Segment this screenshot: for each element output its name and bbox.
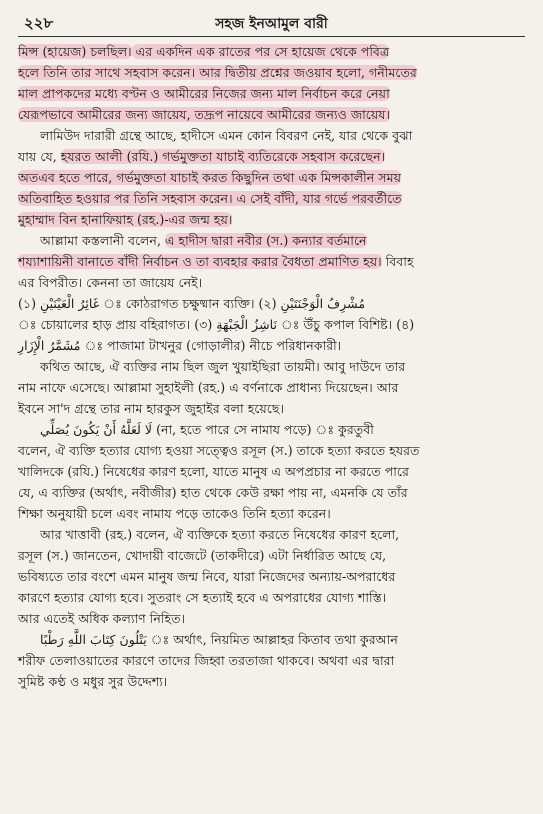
- highlighted-text: এ হাদীস দ্বারা নবীর (স.) কন্যার বর্তমানে: [164, 233, 367, 248]
- text-segment: আর খাত্তাবী (রহ.) বলেন, ঐ ব্যক্তিকে হত্যা করতে নিষেধের কারণ হলো,: [40, 527, 400, 542]
- text-segment: শরীফ তেলাওয়াতের কারণে তাদের জিহ্বা তরতাজা থাকবে। অথবা এর দ্বারা: [18, 653, 395, 668]
- highlighted-text: যেরূপভাবে আমীরের জন্য জায়েয, তদ্রূপ নায়েবে আমীরের জন্যও জায়েয।: [18, 107, 391, 122]
- text-line: [18, 545, 525, 566]
- text-segment: আর এতেই অধিক কল্যাণ নিহিত।: [18, 611, 186, 626]
- text-line: [18, 419, 525, 440]
- text-line: [18, 503, 525, 524]
- text-line: [18, 629, 525, 650]
- text-line: [18, 650, 525, 671]
- text-segment: শিক্ষা অনুযায়ী চলে এবং নামায পড়ে তাকেও তিনি হত্যা করেন।: [18, 506, 331, 521]
- text-segment: যায় যে,: [18, 149, 61, 164]
- text-segment: কারণে হত্যার যোগ্য হবে। সুতরাং সে হত্যাই হবে এ অপরাধের যোগ্য শাস্তি।: [18, 590, 387, 605]
- text-segment: রসূল (স.) জানতেন, খোদায়ী বাজেটে (তাকদীরে) এটা নির্ধারিত আছে যে,: [18, 548, 387, 563]
- text-line: [18, 146, 525, 167]
- highlighted-text: অতিবাহিত হওয়ার পর তিনি সহবাস করেন। এ সেই বাঁদী, যার গর্ভে পরবর্তীতে: [18, 191, 402, 206]
- text-line: [18, 566, 525, 587]
- highlighted-text: হযরত আলী (রযি.) গর্ভমুক্ততা যাচাই ব্যতিরেকে সহবাস করেছেন।: [60, 149, 386, 164]
- text-line: [18, 335, 525, 356]
- text-line: [18, 482, 525, 503]
- text-line: [18, 293, 525, 314]
- text-segment: বলেন, ঐ ব্যক্তি হত্যার যোগ্য হওয়া সত্ত্বেও রসূল (স.) তাকে হত্যা করতে হযরত: [18, 443, 420, 458]
- highlighted-text: অতএব হতে পারে, গর্ভমুক্ততা যাচাই করত কিছুদিন তথা এক মিন্সকালীন সময়: [18, 170, 401, 185]
- text-line: [18, 356, 525, 377]
- text-segment: যে, এ ব্যক্তির (অর্থাৎ, নবীজীর) হাত থেকে কেউ রক্ষা পায় না, এমনকি যে তাঁর: [18, 485, 408, 500]
- body-text: [18, 41, 525, 692]
- text-line: [18, 377, 525, 398]
- text-line: [18, 251, 525, 272]
- text-segment: مُشَمَّرُ الْإِزَارِ ঃ পাজামা টাখনুর (গোড়ালীর) নীচে পরিধানকারী।: [18, 338, 342, 353]
- text-segment: নাম নাফে এসেছে। আল্লামা সুহাইলী (রহ.) এ বর্ণনাকে প্রাধান্য দিয়েছেন। আর: [18, 380, 399, 395]
- text-line: [18, 524, 525, 545]
- highlighted-text: মাল প্রাপকদের মধ্যে বণ্টন ও আমীরের নিজের জন্য মাল নির্বাচন করে নেয়া: [18, 86, 390, 101]
- text-line: [18, 83, 525, 104]
- text-segment: ভবিষ্যতে তার বংশে এমন মানুষ জন্ম নিবে, যারা নিজেদের অন্যায়-অপরাধের: [18, 569, 396, 584]
- running-title: সহজ ইনআমুল বারী: [215, 16, 328, 32]
- highlighted-text: শয্যাশায়িনী বানাতে বাঁদী নির্বাচন ও তা ব্যবহার করার বৈধতা প্রমাণিত হয়।: [18, 254, 382, 269]
- text-line: [18, 440, 525, 461]
- text-segment: لَا لَعَلَّهُ أَنْ يَكُونَ يُصَلِّي (না, হতে পারে সে নামায পড়ে) ঃ কুরতুবী: [40, 422, 374, 437]
- text-segment: সুমিষ্ট কণ্ঠ ও মধুর সুর উদ্দেশ্য।: [18, 674, 168, 689]
- page-header: [18, 10, 525, 34]
- text-segment: আল্লামা কস্তলানী বলেন,: [40, 233, 165, 248]
- text-line: [18, 272, 525, 293]
- text-line: [18, 671, 525, 692]
- highlighted-text: মুহাম্মাদ বিন হানাফিয়াহ (রহ.)-এর জন্ম হয়।: [18, 212, 233, 227]
- text-segment: يَتْلُونَ كِتَابَ اللَّهِ رَطْبًا ঃ অর্থাৎ, নিয়মিত আল্লাহর কিতাব তথা কুরআন: [40, 632, 398, 647]
- text-segment: ঃ চোয়ালের হাড় প্রায় বহিরাগত। (৩) نَاشِزُ الْجَبْهَةِ ঃ উঁচু কপাল বিশিষ্ট। (৪): [18, 317, 415, 332]
- text-segment: কথিত আছে, ঐ ব্যক্তির নাম ছিল জুল খুয়াইছিরা তায়মী। আবু দাউদে তার: [40, 359, 406, 374]
- text-segment: (১) غَائِرُ الْعَيْنَيْنِ ঃ কোঠরাগত চক্ষুষ্মান ব্যক্তি। (২) مُشْرِفُ الْوَجْنَتَيْنِ: [18, 296, 366, 311]
- header-rule: [18, 36, 525, 37]
- text-segment: খালিদকে (রযি.) নিষেধের কারণ হলো, যাতে মানুষ এ অপপ্রচার না করতে পারে: [18, 464, 409, 479]
- text-segment: ইবনে সা'দ গ্রন্থে তার নাম হারকুস জুহাইর বলা হয়েছে।: [18, 401, 285, 416]
- text-line: [18, 188, 525, 209]
- text-segment: এর বিপরীত। কেননা তা জায়েয নেই।: [18, 275, 203, 290]
- text-line: [18, 209, 525, 230]
- page-number: ২২৮: [24, 14, 54, 32]
- text-line: [18, 461, 525, 482]
- text-segment: লামিউদ দারারী গ্রন্থে আছে, হাদীসে এমন কোন বিবরণ নেই, যার থেকে বুঝা: [40, 128, 413, 143]
- text-line: [18, 41, 525, 62]
- text-line: [18, 167, 525, 188]
- text-line: [18, 314, 525, 335]
- text-line: [18, 587, 525, 608]
- highlighted-text: এর একদিন এক রাতের পর সে হায়েজ থেকে পবিত্র: [131, 44, 390, 59]
- text-segment: বিবাহ: [381, 254, 414, 269]
- text-line: [18, 608, 525, 629]
- text-line: [18, 230, 525, 251]
- text-line: [18, 104, 525, 125]
- text-line: [18, 62, 525, 83]
- highlighted-text: মিন্স (হায়েজ) চলছিল।: [18, 44, 132, 59]
- highlighted-text: হলে তিনি তার সাথে সহবাস করেন। আর দ্বিতীয় প্রশ্নের জওয়াব হলো, গনীমতের: [18, 65, 417, 80]
- text-line: [18, 398, 525, 419]
- text-line: [18, 125, 525, 146]
